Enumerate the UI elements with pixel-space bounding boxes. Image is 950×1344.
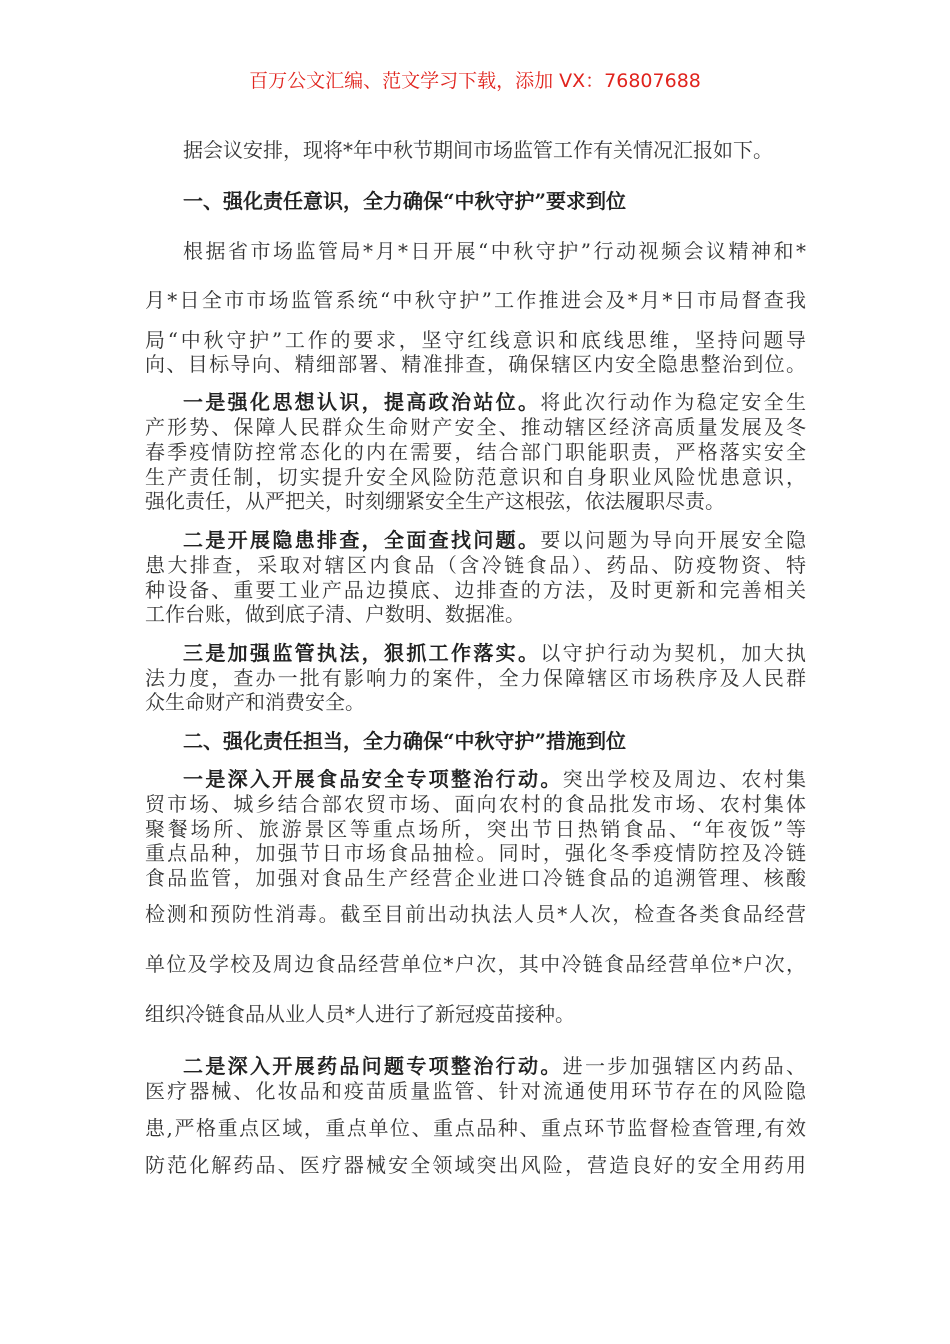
text-line [145,577,806,603]
text-line [145,601,806,627]
text-line [145,1115,806,1141]
line-text: 组织冷链食品从业人员*人进行了新冠疫苗接种。 [145,1002,575,1026]
text-line [145,791,806,817]
bold-lead: 三是加强监管执法，狠抓工作落实。 [183,641,541,665]
line-text: 工作台账，做到底子清、户数明、数据准。 [145,602,525,626]
text-line [183,527,806,553]
line-text: 生产责任制，切实提升安全风险防范意识和自身职业风险忧患意识， [145,465,806,489]
line-text: 向、目标导向、精细部署、精准排查，确保辖区内安全隐患整治到位。 [145,352,806,376]
text-line [183,389,806,415]
line-text: 根据省市场监管局*月*日开展“中秋守护”行动视频会议精神和* [183,239,806,263]
line-text: 月*日全市市场监管系统“中秋守护”工作推进会及*月*日市局督查我 [145,288,806,312]
line-text: 法力度，查办一批有影响力的案件，全力保障辖区市场秩序及人民群 [145,666,806,690]
line-text: 患,严格重点区域，重点单位、重点品种、重点环节监督检查管理,有效 [145,1116,806,1140]
line-text: 突出学校及周边、农村集 [562,767,807,791]
text-line [145,665,806,691]
line-text: 据会议安排，现将*年中秋节期间市场监管工作有关情况汇报如下。 [183,138,773,162]
text-line [145,689,806,715]
text-line [183,238,806,264]
line-text: 二、强化责任担当，全力确保“中秋守护”措施到位 [183,729,627,753]
line-text: 患大排查，采取对辖区内食品（含冷链食品）、药品、防疫物资、特 [145,553,806,577]
line-text: 贸市场、城乡结合部农贸市场、面向农村的食品批发市场、农村集体 [145,792,806,816]
line-text: 聚餐场所、旅游景区等重点场所，突出节日热销食品、“年夜饭”等 [145,817,806,841]
text-line [145,840,806,866]
text-line [145,327,806,353]
text-line [183,640,806,666]
line-text: 防范化解药品、医疗器械安全领域突出风险，营造良好的安全用药用 [145,1153,806,1177]
text-line [145,464,806,490]
line-text: 食品监管，加强对食品生产经营企业进口冷链食品的追溯管理、核酸 [145,866,806,890]
line-text: 众生命财产和消费安全。 [145,690,365,714]
bold-lead: 一是强化思想认识，提高政治站位。 [183,390,541,414]
text-line [183,137,806,163]
bold-lead: 二是深入开展药品问题专项整治行动。 [183,1054,563,1078]
section-heading [183,188,806,214]
text-line [145,1078,806,1104]
line-text: 产形势、保障人民群众生命财产安全、推动辖区经济高质量发展及冬 [145,415,806,439]
text-line [145,951,806,977]
text-line [145,1152,806,1178]
text-line [145,287,806,313]
bold-lead: 一是深入开展食品安全专项整治行动。 [183,767,563,791]
bold-lead: 二是开展隐患排查，全面查找问题。 [183,528,541,552]
text-line [145,865,806,891]
line-text: 医疗器械、化妆品和疫苗质量监管、针对流通使用环节存在的风险隐 [145,1079,806,1103]
text-line [183,1053,806,1079]
line-text: 春季疫情防控常态化的内在需要，结合部门职能职责，严格落实安全 [145,440,806,464]
line-text: 局“中秋守护”工作的要求，坚守红线意识和底线思维，坚持问题导 [145,328,806,352]
text-line [145,816,806,842]
text-line [145,414,806,440]
line-text: 检测和预防性消毒。截至目前出动执法人员*人次，检查各类食品经营 [145,902,806,926]
watermark-header: 百万公文汇编、范文学习下载，添加 VX：76807688 [249,70,701,92]
line-text: 种设备、重要工业产品边摸底、边排查的方法，及时更新和完善相关 [145,578,806,602]
text-line [145,901,806,927]
section-heading [183,728,806,754]
text-line [145,351,806,377]
line-text: 强化责任，从严把关，时刻绷紧安全生产这根弦，依法履职尽责。 [145,489,725,513]
text-line [183,766,806,792]
line-text: 要以问题为导向开展安全隐 [540,528,807,552]
text-line [145,439,806,465]
line-text: 进一步加强辖区内药品、 [562,1054,807,1078]
line-text: 将此次行动作为稳定安全生 [540,390,807,414]
line-text: 一、强化责任意识，全力确保“中秋守护”要求到位 [183,189,627,213]
line-text: 以守护行动为契机，加大执 [540,641,807,665]
line-text: 重点品种，加强节日市场食品抽检。同时，强化冬季疫情防控及冷链 [145,841,806,865]
text-line [145,1001,806,1027]
line-text: 单位及学校及周边食品经营单位*户次，其中冷链食品经营单位*户次， [145,952,806,976]
text-line [145,488,806,514]
text-line [145,552,806,578]
